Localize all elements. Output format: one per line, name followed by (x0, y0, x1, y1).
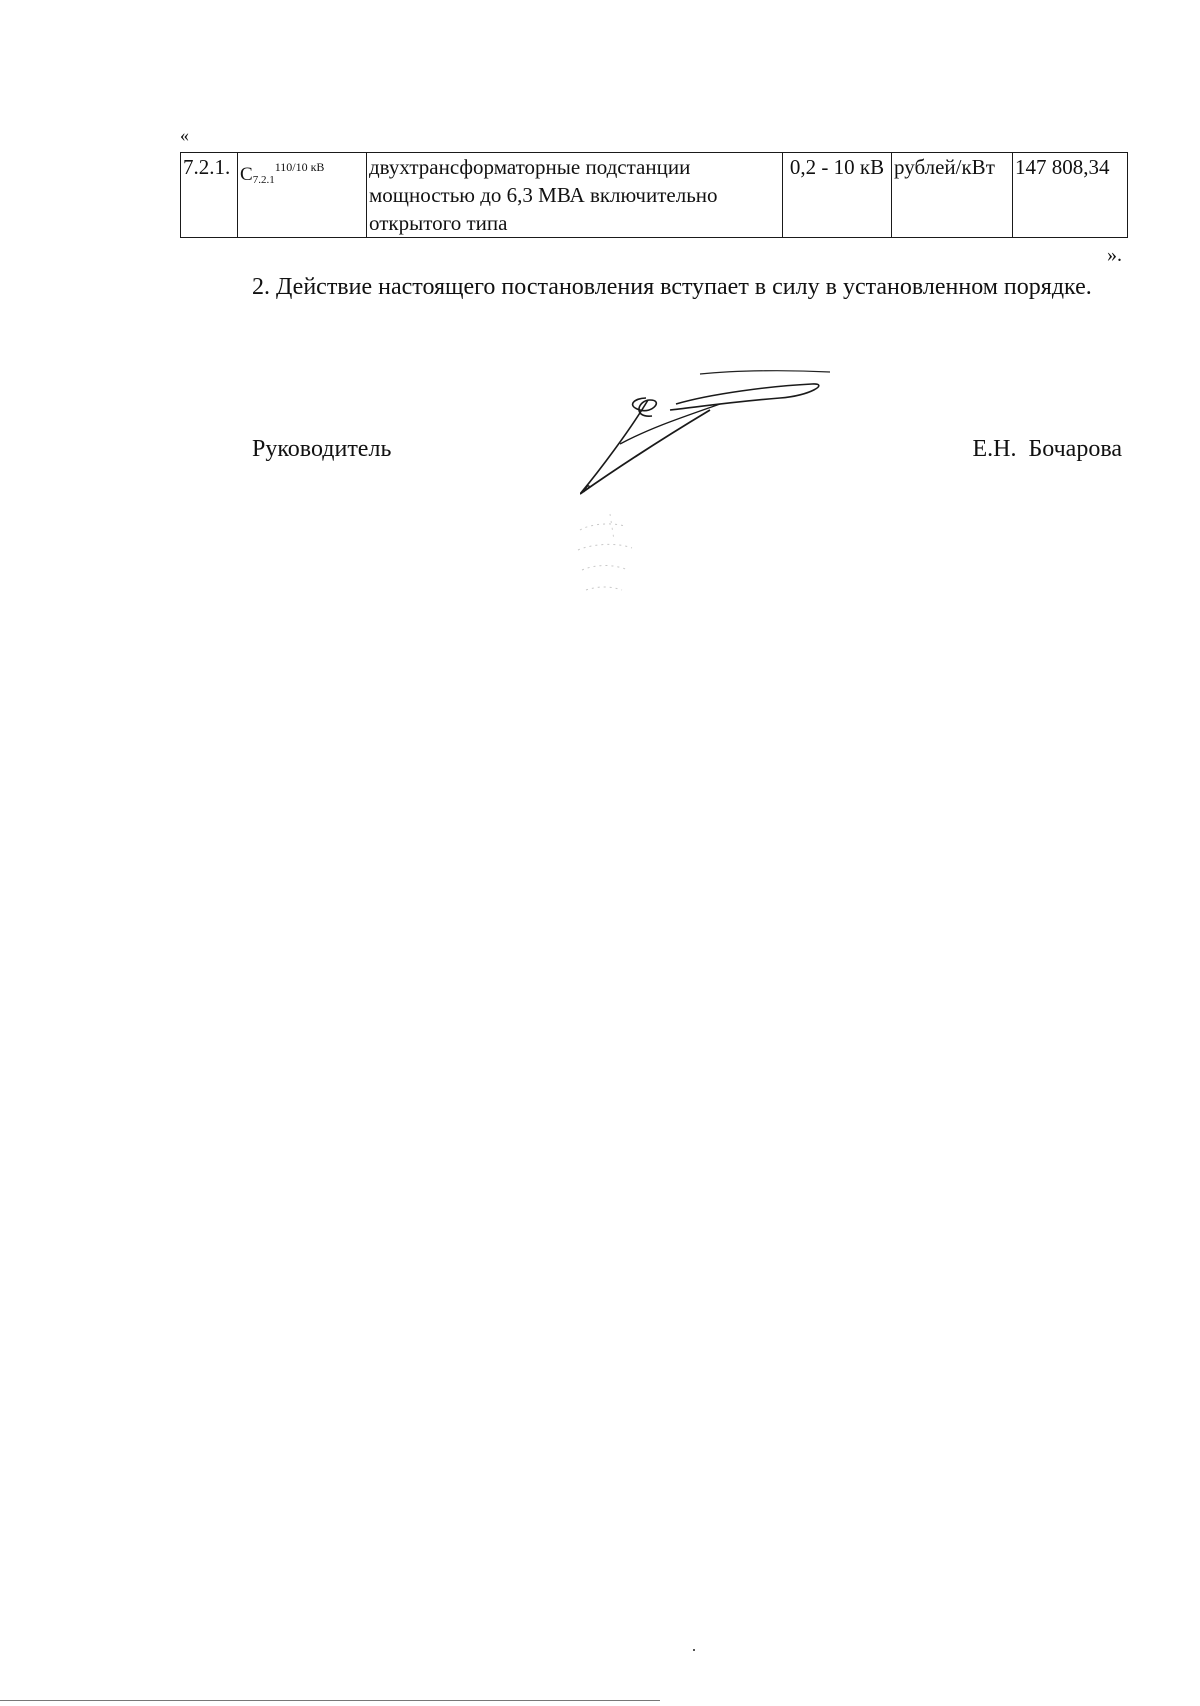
rate-value: 147 808,34 (1013, 153, 1128, 238)
scan-speck (693, 1649, 695, 1651)
effective-date-paragraph (180, 270, 1122, 304)
measure-unit: рублей/кВт (892, 153, 1013, 238)
scan-edge-line (0, 1700, 660, 1701)
opening-quote: « (180, 125, 189, 145)
rate-code-superscript: 110/10 кВ (274, 160, 325, 174)
signer-role: Руководитель (252, 436, 392, 462)
paragraph-text: 2. Действие настоящего постановления вступает в силу в установленном порядке. (252, 274, 1092, 300)
table-row (181, 153, 1128, 238)
faded-stamp-trace (570, 510, 660, 610)
tariff-table (180, 152, 1128, 238)
rate-code-base: C (240, 164, 253, 185)
row-number: 7.2.1. (181, 153, 238, 238)
voltage-level: 0,2 - 10 кВ (783, 153, 892, 238)
signer-name: Е.Н. Бочарова (972, 436, 1122, 462)
rate-code (238, 153, 367, 238)
rate-code-subscript: 7.2.1 (252, 174, 275, 186)
handwritten-signature (580, 370, 840, 500)
closing-quote: ». (1107, 244, 1122, 266)
rate-description: двухтрансформаторные подстанции мощностью до 6,3 МВА включительно открытого типа (367, 153, 783, 238)
